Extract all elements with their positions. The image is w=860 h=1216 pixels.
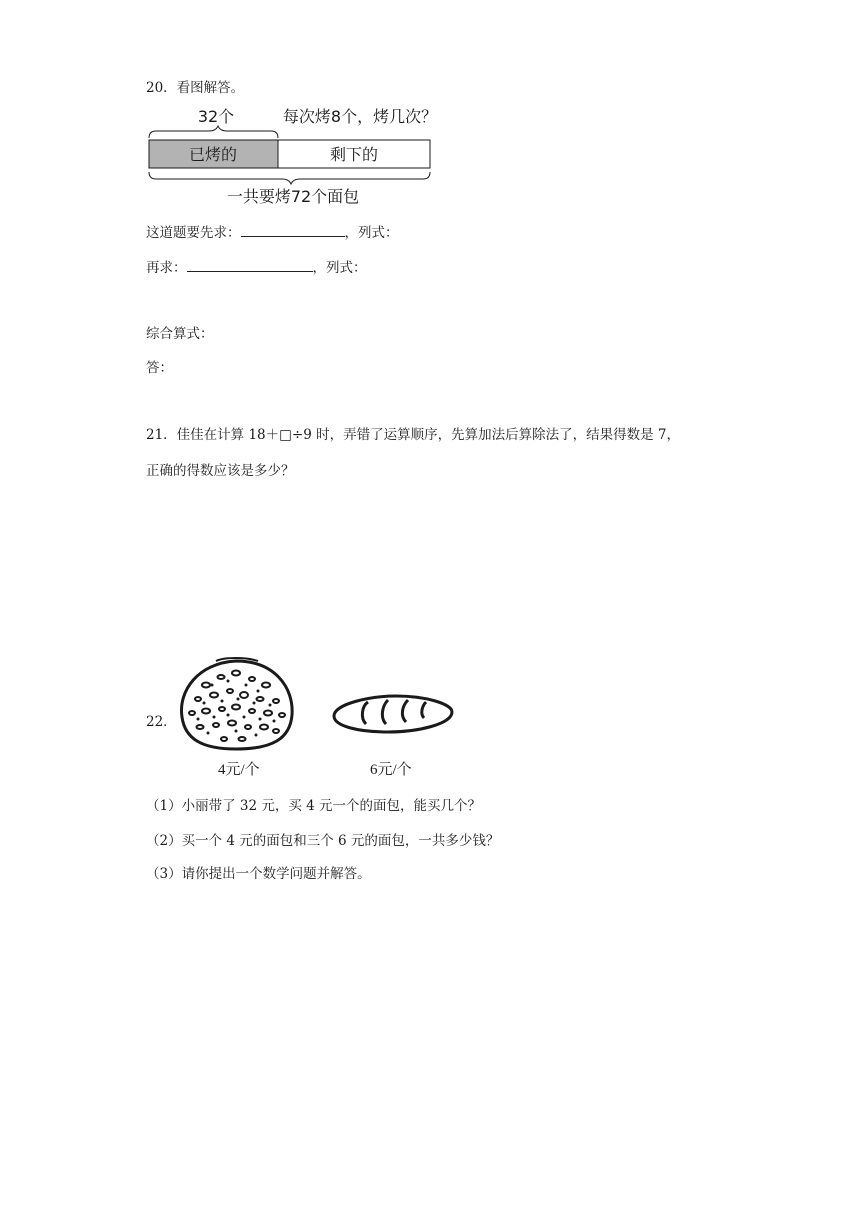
q20-step2 [146, 256, 367, 276]
bun-price: 4元/个 [218, 762, 260, 778]
step2-blank[interactable] [187, 259, 313, 272]
total-label: 一共要烤72个面包 [226, 187, 360, 206]
done-brace [149, 126, 278, 138]
q21-line2: 正确的得数应该是多少？ [146, 463, 295, 479]
baguette-icon [330, 690, 456, 738]
done-label: 已烤的 [188, 145, 238, 164]
loaf-price: 6元/个 [370, 762, 412, 778]
q22-sub3: （3）请你提出一个数学问题并解答。 [146, 866, 371, 882]
step2-suffix: ，列式： [312, 260, 367, 276]
remain-label: 剩下的 [329, 145, 379, 164]
q22-sub2: （2）买一个 4 元的面包和三个 6 元的面包，一共多少钱？ [146, 833, 500, 849]
q20-combined: 综合算式： [146, 326, 214, 342]
q20-step1 [146, 221, 399, 241]
q20-title: 20．看图解答。 [146, 80, 245, 96]
total-brace [149, 172, 430, 184]
diagram-question: 每次烤8个，烤几次？ [282, 107, 438, 126]
step1-blank[interactable] [241, 224, 345, 237]
round-bread-icon [176, 655, 298, 755]
q20-bar-diagram [146, 102, 446, 208]
q21-line1: 21．佳佳在计算 18＋□÷9 时，弄错了运算顺序，先算加法后算除法了，结果得数是 7， [146, 427, 680, 443]
q22-sub1: （1）小丽带了 32 元，买 4 元一个的面包，能买几个？ [146, 798, 482, 814]
done-count-label: 32个 [197, 107, 235, 126]
q22-number: 22． [146, 714, 177, 730]
step1-prefix: 这道题要先求： [146, 225, 241, 241]
step1-suffix: ，列式： [344, 225, 399, 241]
step2-prefix: 再求： [146, 260, 187, 276]
q20-answer: 答： [146, 360, 173, 376]
